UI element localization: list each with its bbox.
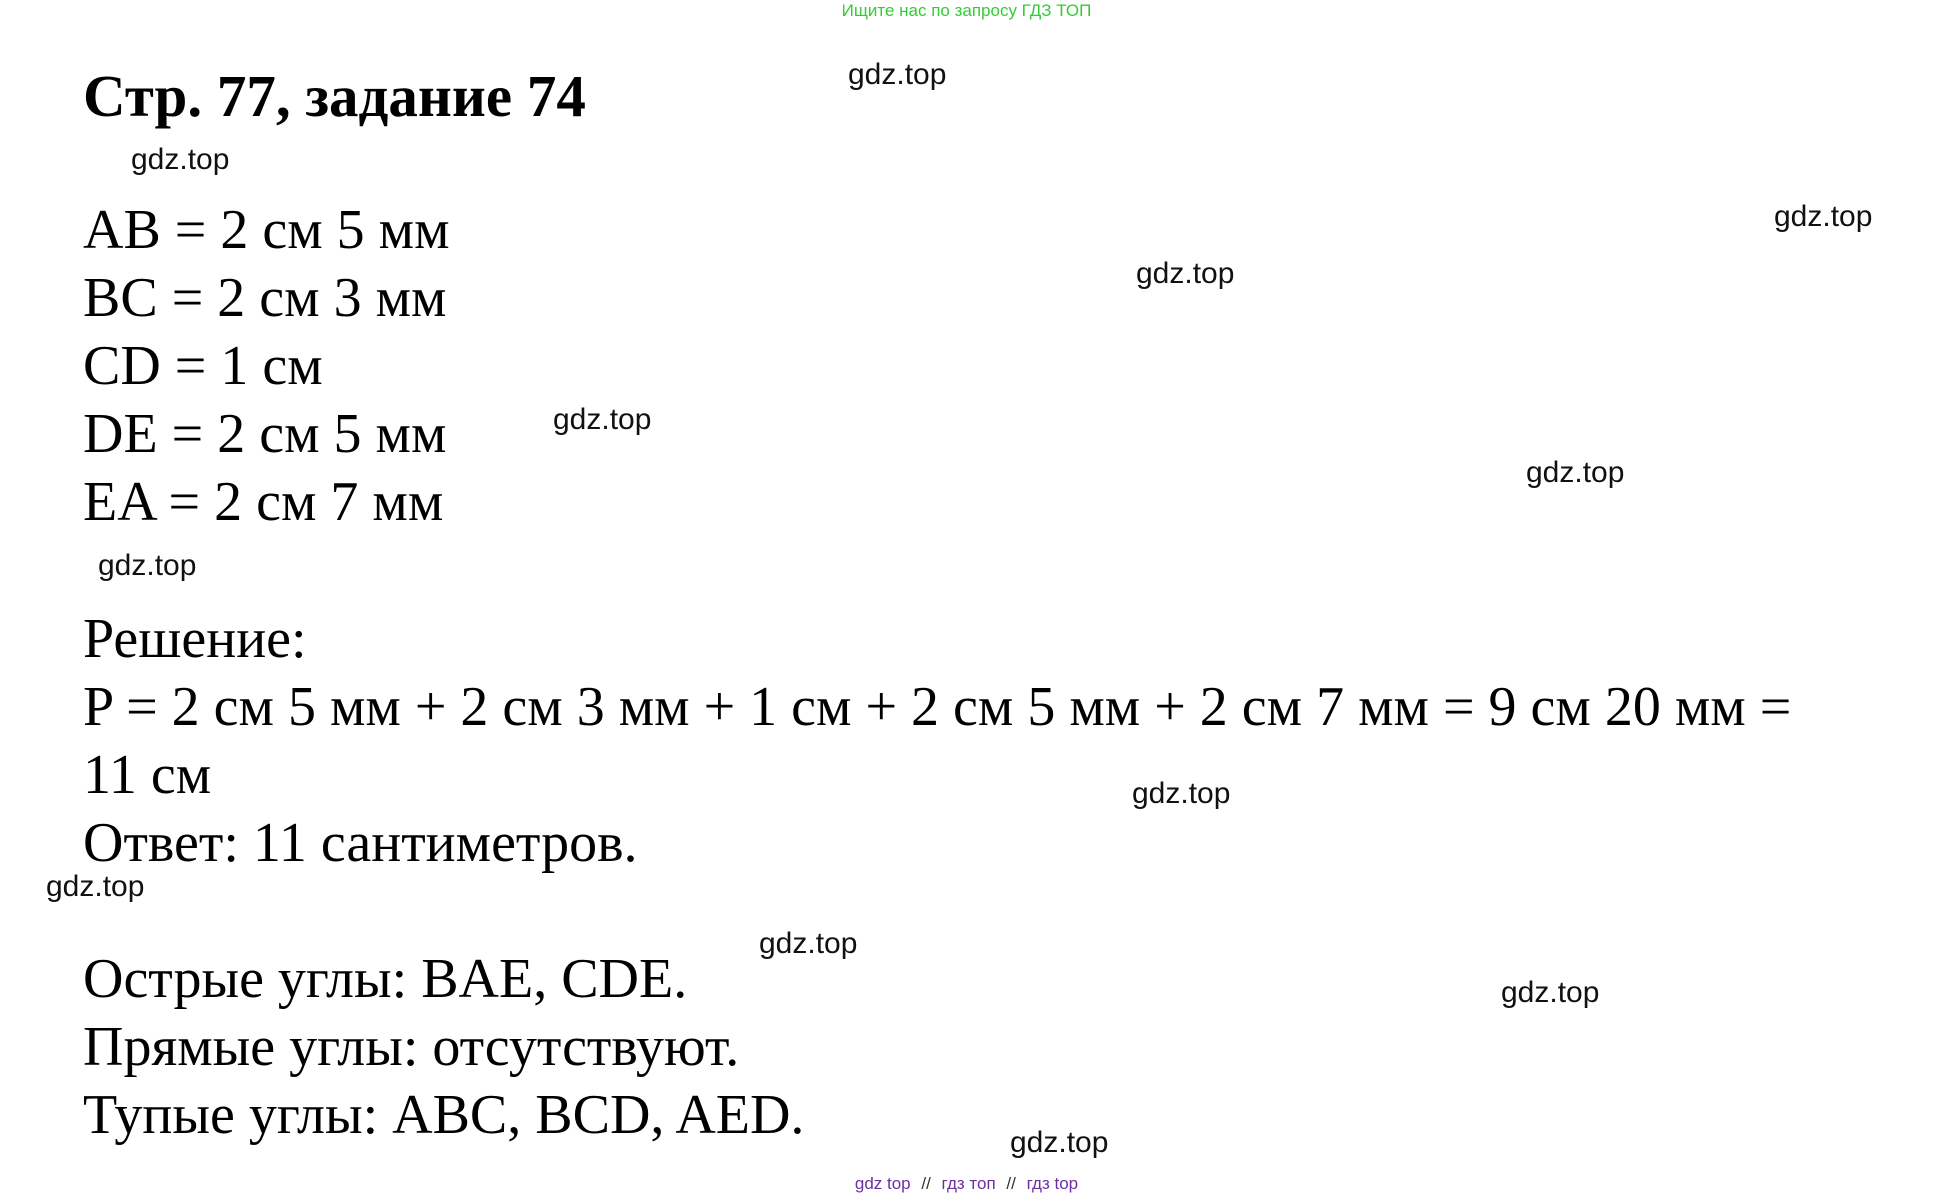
footer-separator: //	[921, 1174, 931, 1193]
measurement-cd: CD = 1 см	[83, 335, 323, 397]
acute-angles: Острые углы: BAE, CDE.	[83, 948, 688, 1010]
measurement-bc: BC = 2 см 3 мм	[83, 267, 447, 329]
solution-formula-line2: 11 см	[83, 744, 212, 806]
answer-text: Ответ: 11 сантиметров.	[83, 812, 638, 874]
solution-label: Решение:	[83, 608, 307, 670]
measurement-ab: AB = 2 см 5 мм	[83, 199, 450, 261]
page-title: Стр. 77, задание 74	[83, 63, 586, 129]
footer-separator: //	[1006, 1174, 1016, 1193]
footer-link-gdz-top[interactable]: gdz top	[854, 1174, 911, 1193]
obtuse-angles: Тупые углы: ABC, BCD, AED.	[83, 1084, 805, 1146]
measurement-de: DE = 2 см 5 мм	[83, 403, 447, 465]
right-angles: Прямые углы: отсутствуют.	[83, 1016, 740, 1078]
footer-link-gdz-top-ru[interactable]: гдз топ	[941, 1174, 996, 1193]
footer-links	[0, 1174, 1933, 1194]
watermark: gdz.top	[848, 58, 947, 91]
watermark: gdz.top	[1501, 976, 1600, 1009]
search-hint-banner: Ищите нас по запросу ГДЗ ТОП	[841, 1, 1092, 20]
watermark: gdz.top	[46, 870, 145, 903]
measurement-ea: EA = 2 см 7 мм	[83, 471, 444, 533]
solution-formula-line1: P = 2 см 5 мм + 2 см 3 мм + 1 см + 2 см 5 мм + 2 см 7 мм = 9 см 20 мм =	[83, 676, 1792, 738]
watermark: gdz.top	[131, 143, 230, 176]
watermark: gdz.top	[1132, 777, 1231, 810]
watermark: gdz.top	[1136, 257, 1235, 290]
watermark: gdz.top	[553, 403, 652, 436]
watermark: gdz.top	[759, 927, 858, 960]
footer-link-gdz-top-mixed[interactable]: гдз top	[1026, 1174, 1079, 1193]
watermark: gdz.top	[1526, 456, 1625, 489]
watermark: gdz.top	[98, 549, 197, 582]
watermark: gdz.top	[1010, 1126, 1109, 1159]
watermark: gdz.top	[1774, 200, 1873, 233]
